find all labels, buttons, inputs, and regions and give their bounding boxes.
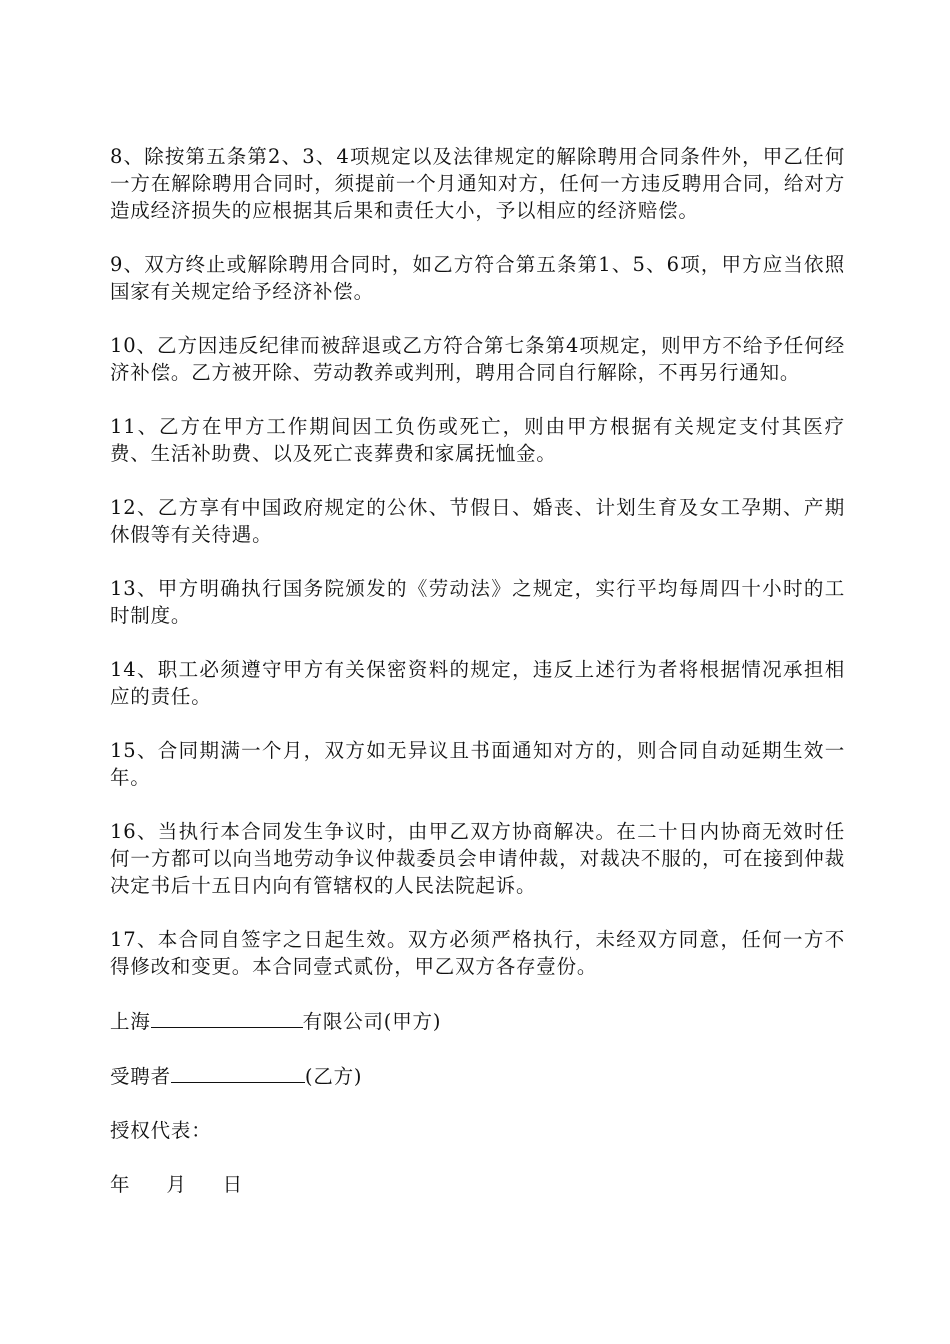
date-day: 日 <box>222 1173 243 1196</box>
clause-13: 13、甲方明确执行国务院颁发的《劳动法》之规定，实行平均每周四十小时的工时制度。 <box>110 577 845 627</box>
party-a-signature-line <box>110 1007 845 1035</box>
clause-15: 15、合同期满一个月，双方如无异议且书面通知对方的，则合同自动延期生效一年。 <box>110 739 845 789</box>
party-b-suffix: (乙方) <box>304 1065 363 1088</box>
clause-8: 8、除按第五条第2、3、4项规定以及法律规定的解除聘用合同条件外，甲乙任何一方在解除聘用合同时，须提前一个月通知对方，任何一方违反聘用合同，给对方造成经济损失的应根据其后果和责任大小，予以相应的经济赔偿。 <box>110 145 845 222</box>
party-a-suffix: 有限公司(甲方) <box>302 1010 442 1033</box>
clause-12: 12、乙方享有中国政府规定的公休、节假日、婚丧、计划生育及女工孕期、产期休假等有关待遇。 <box>110 496 845 546</box>
party-b-signature-line <box>110 1062 845 1090</box>
date-line <box>110 1171 845 1198</box>
contract-body <box>110 143 845 1225</box>
clause-14: 14、职工必须遵守甲方有关保密资料的规定，违反上述行为者将根据情况承担相应的责任。 <box>110 658 845 708</box>
clause-17: 17、本合同自签字之日起生效。双方必须严格执行，未经双方同意，任何一方不得修改和变更。本合同壹式贰份，甲乙双方各存壹份。 <box>110 928 845 978</box>
clause-11: 11、乙方在甲方工作期间因工负伤或死亡，则由甲方根据有关规定支付其医疗费、生活补助费、以及死亡丧葬费和家属抚恤金。 <box>110 415 845 465</box>
party-b-prefix: 受聘者 <box>110 1065 171 1088</box>
clause-9: 9、双方终止或解除聘用合同时，如乙方符合第五条第1、5、6项，甲方应当依照国家有关规定给予经济补偿。 <box>110 253 845 303</box>
authorized-representative-line <box>110 1117 845 1144</box>
date-month: 月 <box>166 1173 187 1196</box>
clause-10: 10、乙方因违反纪律而被辞退或乙方符合第七条第4项规定，则甲方不给予任何经济补偿。乙方被开除、劳动教养或判刑，聘用合同自行解除，不再另行通知。 <box>110 334 845 384</box>
party-a-prefix: 上海 <box>110 1010 151 1033</box>
clause-16: 16、当执行本合同发生争议时，由甲乙双方协商解决。在二十日内协商无效时任何一方都可以向当地劳动争议仲裁委员会申请仲裁，对裁决不服的，可在接到仲裁决定书后十五日内向有管辖权的人民法院起诉。 <box>110 820 845 897</box>
date-year: 年 <box>110 1173 131 1196</box>
party-b-name-blank[interactable] <box>171 1062 305 1083</box>
representative-label: 授权代表： <box>110 1119 212 1142</box>
party-a-name-blank[interactable] <box>151 1007 303 1028</box>
